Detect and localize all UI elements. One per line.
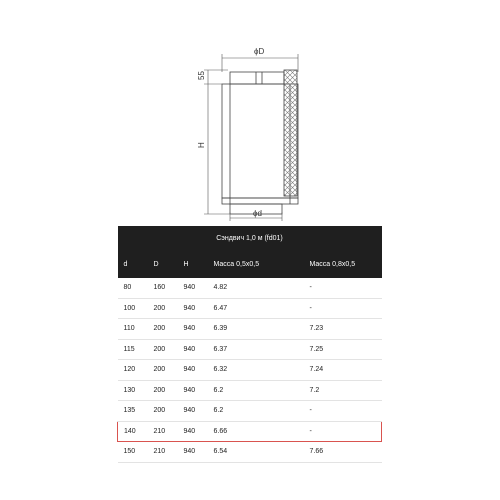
table-title: Сэндвич 1,0 м (fd01)	[118, 226, 382, 250]
cell-mass-05: 4.82	[208, 278, 304, 298]
cell-d: 140	[118, 421, 148, 442]
cell-mass-05: 6.2	[208, 380, 304, 401]
pipe-drawing	[0, 0, 500, 225]
table-body	[118, 278, 382, 462]
cell-D: 160	[148, 278, 178, 298]
cell-D: 210	[148, 421, 178, 442]
cell-H: 940	[178, 401, 208, 422]
cell-D: 210	[148, 442, 178, 463]
cell-mass-08: 7.66	[304, 442, 382, 463]
cell-d: 150	[118, 442, 148, 463]
column-header-mass-05: Масса 0,5х0,5	[208, 250, 304, 278]
cell-D: 200	[148, 339, 178, 360]
cell-mass-05: 6.66	[208, 421, 304, 442]
column-header-D: D	[148, 250, 178, 278]
dim-outer-diameter-label: ϕD	[254, 47, 265, 56]
table-row	[118, 421, 382, 442]
table-title-row	[118, 226, 382, 250]
cell-H: 940	[178, 421, 208, 442]
insulation-hatch	[284, 70, 297, 196]
column-header-d: d	[118, 250, 148, 278]
table-row	[118, 339, 382, 360]
cell-H: 940	[178, 360, 208, 381]
table-row	[118, 401, 382, 422]
cell-D: 200	[148, 380, 178, 401]
dim-inner-diameter-label: ϕd	[253, 209, 262, 218]
cell-d: 130	[118, 380, 148, 401]
table-header-row	[118, 250, 382, 278]
cell-mass-05: 6.54	[208, 442, 304, 463]
cell-mass-05: 6.37	[208, 339, 304, 360]
cell-D: 200	[148, 319, 178, 340]
cell-mass-05: 6.47	[208, 298, 304, 319]
cell-d: 115	[118, 339, 148, 360]
cell-mass-08: -	[304, 421, 382, 442]
spec-table	[117, 226, 382, 463]
cell-mass-08: 7.25	[304, 339, 382, 360]
column-header-H: H	[178, 250, 208, 278]
cell-d: 120	[118, 360, 148, 381]
cell-mass-08: -	[304, 298, 382, 319]
cell-mass-05: 6.32	[208, 360, 304, 381]
cell-H: 940	[178, 278, 208, 298]
table-row	[118, 442, 382, 463]
cell-d: 135	[118, 401, 148, 422]
table-row	[118, 298, 382, 319]
cell-D: 200	[148, 360, 178, 381]
cell-H: 940	[178, 319, 208, 340]
cell-mass-08: -	[304, 278, 382, 298]
cell-mass-08: 7.24	[304, 360, 382, 381]
dim-outer-diameter	[222, 54, 298, 72]
table-row	[118, 360, 382, 381]
cell-D: 200	[148, 401, 178, 422]
cell-mass-05: 6.39	[208, 319, 304, 340]
cell-mass-05: 6.2	[208, 401, 304, 422]
cell-d: 110	[118, 319, 148, 340]
dim-sleeve-label: 55	[197, 71, 206, 80]
cell-d: 80	[118, 278, 148, 298]
cell-D: 200	[148, 298, 178, 319]
dim-height-label: H	[197, 142, 206, 148]
cell-d: 100	[118, 298, 148, 319]
table-row	[118, 278, 382, 298]
column-header-mass-08: Масса 0,8х0,5	[304, 250, 382, 278]
table-row	[118, 380, 382, 401]
cell-H: 940	[178, 298, 208, 319]
cell-mass-08: 7.2	[304, 380, 382, 401]
cell-mass-08: 7.23	[304, 319, 382, 340]
table-row	[118, 319, 382, 340]
cell-mass-08: -	[304, 401, 382, 422]
cell-H: 940	[178, 380, 208, 401]
cell-H: 940	[178, 339, 208, 360]
dim-height	[204, 70, 230, 214]
cell-H: 940	[178, 442, 208, 463]
